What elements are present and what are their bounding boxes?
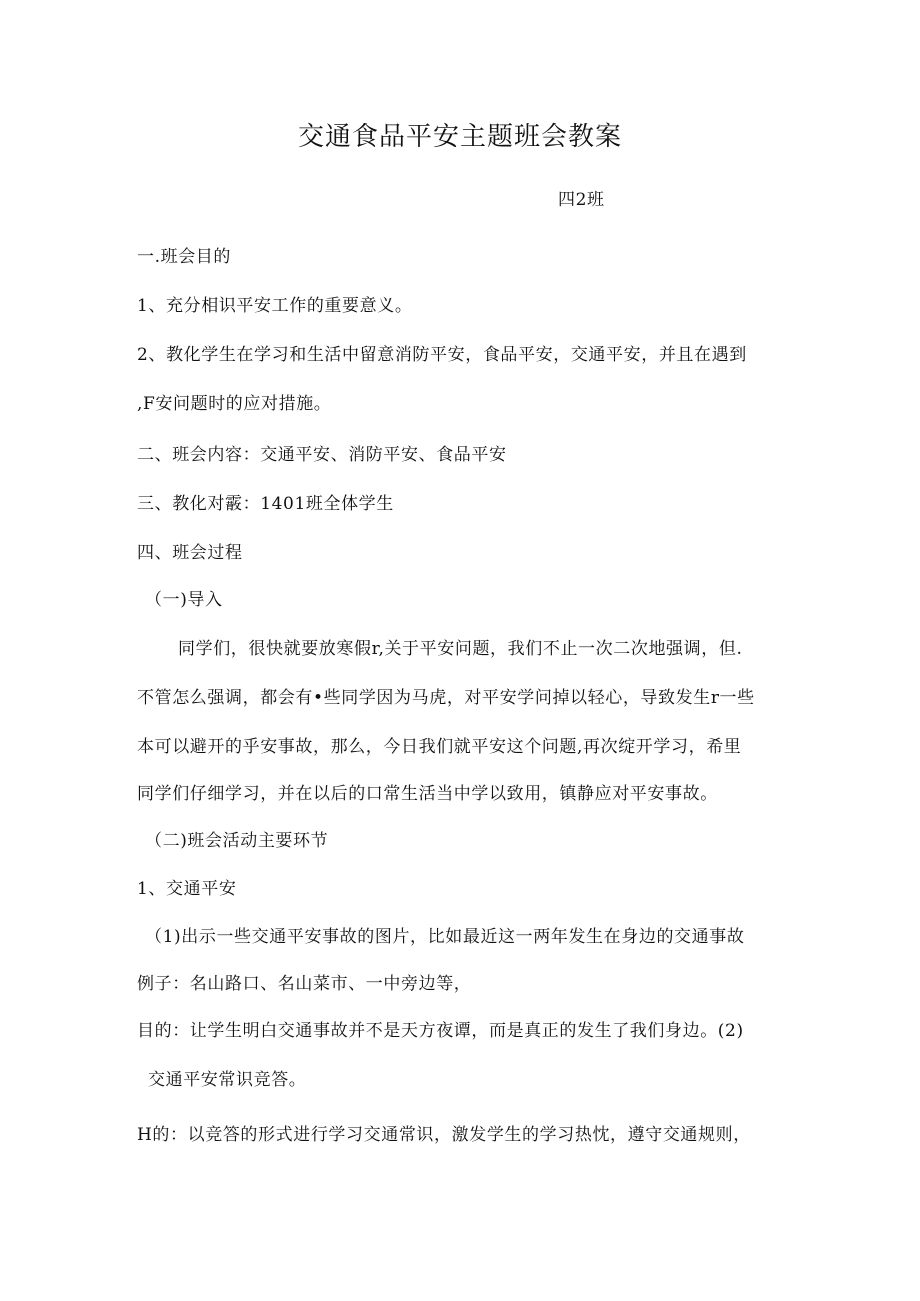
paragraph-line: 目的：让学生明白交通事故并不是天方夜谭，而是真正的发生了我们身边。(2) [137, 1021, 744, 1041]
paragraph-line: 例子：名山路口、名山菜市、一中旁边等， [137, 974, 472, 994]
heading-process: 四、班会过程 [137, 543, 243, 563]
paragraph-line: 2、教化学生在学习和生活中留意消防平安，食品平安，交通平安，并且在遇到 [137, 345, 747, 365]
heading-content: 二、班会内容：交通平安、消防平安、食品平安 [137, 445, 507, 465]
paragraph-line: 本可以避开的乎安事故，那么，今日我们就平安这个问题,再次绽开学习，希里 [137, 737, 742, 757]
heading-traffic-safety: 1、交通平安 [137, 879, 237, 899]
heading-audience: 三、教化对霰：1401班全体学生 [137, 494, 394, 514]
paragraph-line: 同学们，很快就要放寒假r,关于平安问题，我们不止一次二次地强调，但. [178, 639, 743, 659]
page-title: 交通食品平安主题班会教案 [297, 122, 622, 152]
heading-purpose: 一.班会目的 [137, 247, 232, 267]
paragraph-line: 交通平安常识竞答。 [148, 1070, 307, 1090]
subheading-intro: （一)导入 [145, 590, 223, 610]
paragraph-line: 同学们仔细学习，并在以后的口常生活当中学以致用，镇静应对平安事故。 [137, 784, 718, 804]
paragraph-line: （1)出示一些交通平安事故的图片，比如最近这一两年发生在身边的交通事故 [145, 927, 745, 947]
paragraph-line: 1、充分相识平安工作的重要意义。 [137, 296, 413, 316]
paragraph-line: H的：以竞答的形式进行学习交通常识，激发学生的学习热忱，遵守交通规则， [137, 1125, 751, 1145]
paragraph-line: 不管怎么强调，都会有•些同学因为马虎，对平安学问掉以轻心，导致发生r一些 [137, 688, 755, 708]
subheading-activities: （二)班会活动主要环节 [145, 831, 329, 851]
class-label: 四2班 [558, 190, 605, 210]
paragraph-line: ,F安问题时的应对措施。 [137, 394, 332, 414]
